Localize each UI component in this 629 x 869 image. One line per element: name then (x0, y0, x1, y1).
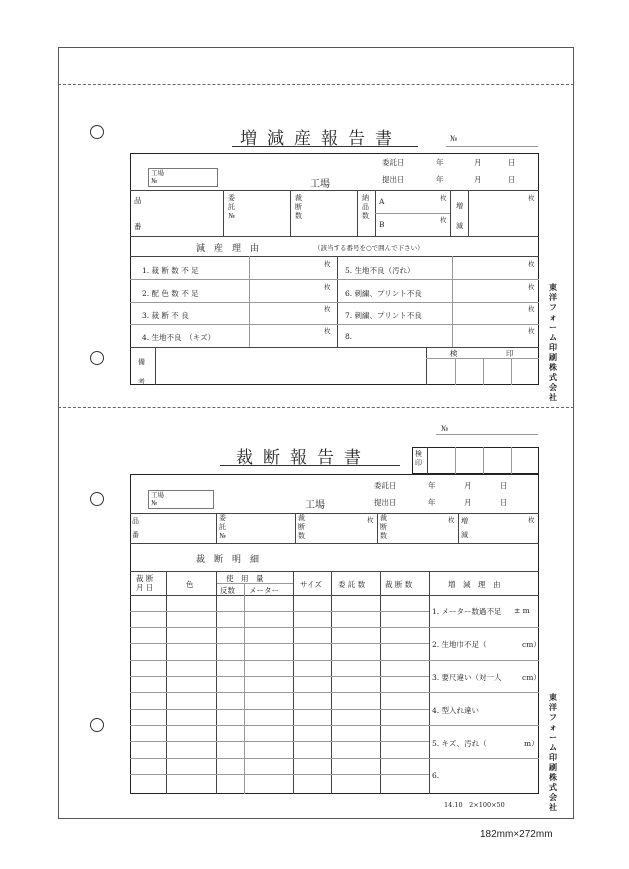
top-submit-date-label: 提出日 (382, 175, 405, 184)
bottom-kenin-v1 (455, 447, 456, 474)
bottom-row-2 (130, 627, 429, 628)
bottom-submit-date-label: 提出日 (374, 498, 397, 507)
bottom-col-cut: 裁 断 数 (385, 580, 413, 589)
bottom-row-9 (130, 741, 429, 742)
top-year-1: 年 (436, 158, 444, 167)
bottom-kenin-v3 (511, 447, 512, 474)
top-row-a: A (379, 197, 385, 206)
bottom-usage-divider (216, 583, 293, 584)
top-reason-1: 1. 裁 断 数 不 足 (142, 266, 199, 275)
bottom-zougen-label: 増減 (461, 517, 468, 539)
top-mai-a: 枚 (440, 194, 447, 202)
bottom-v3 (377, 513, 378, 543)
bottom-kenin-v2 (483, 447, 484, 474)
top-ken-v1 (455, 358, 456, 385)
top-zougen-label: 増減 (456, 202, 463, 230)
top-factory-label: 工場 (310, 179, 330, 190)
bottom-footer-code: 14.10 2×100×50 (444, 801, 505, 809)
top-line-1 (130, 190, 539, 191)
top-v3 (357, 190, 358, 236)
top-title: 増減産報告書 (240, 129, 402, 149)
top-ken-v3 (511, 358, 512, 385)
top-mai-r5: 枚 (528, 260, 535, 268)
bottom-reason-1: 1. メーター数過不足 (432, 607, 502, 616)
bottom-row-10 (130, 758, 429, 759)
bottom-v4 (458, 513, 459, 543)
bottom-itaku-label: 委託 № (219, 514, 226, 540)
top-v6 (468, 190, 469, 236)
bottom-factory-label: 工場 (305, 500, 325, 511)
top-line-2 (130, 236, 539, 237)
bottom-day-1: 日 (500, 481, 508, 490)
top-line-4 (130, 347, 539, 348)
bottom-reason-2-unit: cm） (522, 640, 541, 649)
top-mai-r7: 枚 (528, 305, 535, 313)
company-name-top: 東洋フォーム印刷株式会社 (549, 282, 557, 402)
top-ab-divider (375, 213, 450, 214)
bottom-reason-3: 3. 要尺違い（対一人 (432, 673, 502, 682)
top-v1 (223, 190, 224, 236)
bottom-col-v3 (244, 583, 245, 794)
bottom-row-6 (130, 692, 429, 693)
bottom-col-meter: メーター (249, 586, 279, 595)
perforation-top (58, 84, 574, 85)
binding-hole-1 (90, 125, 104, 139)
top-no-label: № (450, 134, 458, 143)
bottom-saidan-label: 裁断数 (298, 514, 305, 540)
top-factory-box-label: 工場 № (151, 169, 164, 185)
bottom-row-7 (130, 709, 429, 710)
top-v2 (290, 190, 291, 236)
top-biko-label: 備考 (138, 358, 145, 386)
bottom-col-size: サイズ (300, 580, 322, 589)
top-year-2: 年 (436, 175, 444, 184)
bottom-col-tansu: 反数 (220, 586, 235, 595)
top-line-3 (130, 256, 539, 257)
top-saidan-label: 裁断数 (295, 194, 302, 220)
bottom-reason-row-2 (429, 660, 539, 661)
top-in-label: 印 (506, 349, 514, 358)
bottom-line-3 (130, 571, 539, 572)
top-reason-h3 (130, 324, 539, 325)
bottom-mai-1: 枚 (367, 516, 374, 524)
bottom-row-8 (130, 725, 429, 726)
top-reason-header: 減 産 理 由 (196, 244, 260, 254)
top-mai-r2: 枚 (324, 283, 331, 291)
bottom-kenin-v0 (427, 447, 428, 474)
top-reason-note: （該当する番号を○で囲んで下さい） (314, 244, 424, 252)
top-reason-4: 4. 生地不良 （キズ） (142, 333, 216, 342)
bottom-reason-row-1 (429, 627, 539, 628)
bottom-row-3 (130, 643, 429, 644)
bottom-v1 (216, 513, 217, 543)
binding-hole-2 (90, 351, 104, 365)
top-consign-date-label: 委託日 (382, 158, 405, 167)
company-name-bottom: 東洋フォーム印刷株式会社 (549, 692, 557, 812)
bottom-reason-2: 2. 生地巾不足（ (432, 640, 487, 649)
bottom-saidansu-label: 裁断数 (380, 514, 387, 540)
bottom-line-1 (130, 513, 539, 514)
bottom-hinban-label: 品 番 (132, 517, 139, 539)
bottom-col-date: 裁 断 月 日 (136, 574, 154, 592)
bottom-row-11 (130, 774, 429, 775)
top-reason-7: 7. 刺繍、プリント不良 (345, 311, 422, 320)
bottom-col-v6 (380, 571, 381, 794)
top-ban-label: 番 (134, 222, 142, 231)
binding-hole-3 (90, 492, 104, 506)
bottom-v2 (295, 513, 296, 543)
top-reason-2: 2. 配 色 数 不 足 (142, 289, 199, 298)
top-mai-r4: 枚 (324, 327, 331, 335)
bottom-year-1: 年 (428, 481, 436, 490)
bottom-col-reason: 増 減 理 由 (448, 580, 501, 589)
bottom-title: 裁断報告書 (236, 448, 371, 468)
bottom-year-2: 年 (428, 498, 436, 507)
bottom-col-consign: 委 託 数 (338, 580, 366, 589)
bottom-kenin-box (412, 447, 539, 474)
bottom-reason-row-3 (429, 692, 539, 693)
top-ken-v0 (426, 347, 427, 385)
bottom-row-4 (130, 660, 429, 661)
top-day-2: 日 (508, 175, 516, 184)
top-reason-3: 3. 裁 断 不 良 (142, 311, 189, 320)
bottom-row-5 (130, 676, 429, 677)
top-reason-6: 6. 刺繍、プリント不良 (345, 289, 422, 298)
bottom-line-2 (130, 543, 539, 544)
bottom-col-v7 (429, 571, 430, 794)
top-ken-v2 (483, 358, 484, 385)
bottom-col-v5 (331, 571, 332, 794)
bottom-header-bottom (130, 595, 539, 596)
bottom-reason-5: 5. キズ、汚れ（ (432, 739, 487, 748)
bottom-col-v4 (293, 571, 294, 794)
top-mai-r3: 枚 (324, 305, 331, 313)
top-ken-label: 検 (450, 349, 458, 358)
top-row-b: B (379, 220, 385, 229)
bottom-row-1 (130, 611, 429, 612)
size-note: 182mm×272mm (480, 829, 553, 840)
bottom-col-v1 (166, 571, 167, 794)
bottom-reason-5-unit: m） (524, 739, 539, 748)
top-reason-h1 (130, 279, 539, 280)
bottom-consign-date-label: 委託日 (374, 481, 397, 490)
top-itaku-label: 委託 № (228, 194, 235, 220)
bottom-reason-6: 6. (432, 771, 440, 780)
bottom-reason-3-unit: cm） (522, 673, 541, 682)
top-mai-zougen: 枚 (528, 194, 535, 202)
bottom-title-underline (220, 465, 400, 466)
bottom-month-2: 月 (464, 498, 472, 507)
top-mai-r6: 枚 (528, 283, 535, 291)
bottom-reason-row-5 (429, 758, 539, 759)
bottom-day-2: 日 (500, 498, 508, 507)
top-hin-label: 品 (134, 196, 142, 205)
bottom-kenin-label: 検印 (415, 450, 422, 467)
top-reason-5: 5. 生地不良（汚れ） (345, 266, 415, 275)
bottom-reason-row-4 (429, 725, 539, 726)
top-nouhin-label: 納品数 (362, 194, 369, 220)
top-reason-h2 (130, 302, 539, 303)
top-day-1: 日 (508, 158, 516, 167)
top-v5 (450, 190, 451, 236)
top-reason-8: 8. (345, 332, 353, 341)
binding-hole-4 (90, 718, 104, 732)
perforation-middle (58, 407, 574, 408)
bottom-col-v2 (216, 571, 217, 794)
top-mai-b: 枚 (440, 216, 447, 224)
bottom-col-usage: 使 用 量 (226, 574, 264, 583)
bottom-mai-3: 枚 (528, 516, 535, 524)
top-no-line (446, 146, 538, 147)
top-biko-divider (155, 347, 156, 385)
bottom-month-1: 月 (464, 481, 472, 490)
bottom-no-label: № (441, 424, 449, 433)
top-month-2: 月 (474, 175, 482, 184)
top-mai-r1: 枚 (324, 260, 331, 268)
bottom-col-color: 色 (186, 580, 194, 589)
top-mai-r8: 枚 (528, 327, 535, 335)
bottom-detail-header: 裁 断 明 細 (196, 555, 260, 565)
top-month-1: 月 (474, 158, 482, 167)
top-title-underline (232, 146, 418, 147)
bottom-mai-2: 枚 (448, 516, 455, 524)
bottom-factory-box-label: 工場 № (151, 491, 164, 507)
bottom-reason-4: 4. 型入れ違い (432, 706, 480, 715)
bottom-reason-1-unit: ± m (514, 606, 530, 615)
bottom-no-line (436, 434, 538, 435)
